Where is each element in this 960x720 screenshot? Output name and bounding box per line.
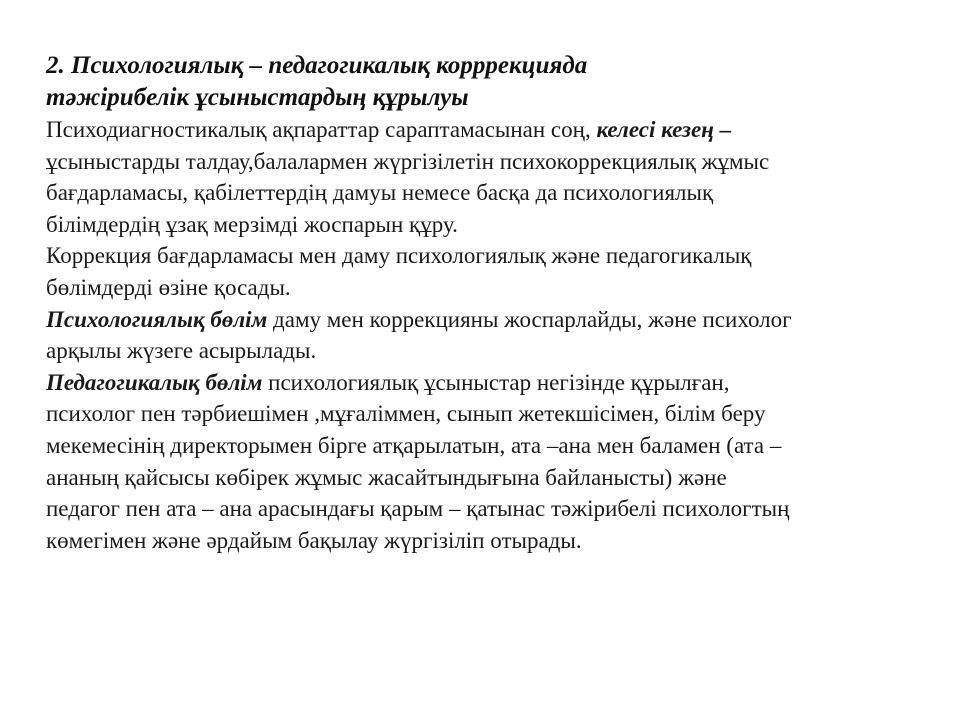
title-line-2: тәжірибелік ұсыныстардың құрылуы: [46, 84, 469, 111]
slide-title: [46, 50, 926, 114]
paragraph-correction-program: [46, 240, 926, 303]
intro-line-1: [46, 114, 926, 146]
ped-line-4: ананың қайсысы көбірек жұмыс жасайтындығына байланысты) және: [46, 464, 727, 490]
intro-line-3: бағдарламасы, қабілеттердің дамуы немесе басқа да психологиялық: [46, 180, 714, 206]
slide-content: [46, 50, 926, 556]
paragraph-pedagogical-part: [46, 367, 926, 557]
program-line-1: Коррекция бағдарламасы мен даму психологиялық және педагогикалық: [46, 243, 752, 269]
intro-line-1-text: Психодиагностикалық ақпараттар сараптамасынан соң,: [46, 117, 597, 142]
ped-line-5: педагог пен ата – ана арасындағы қарым – қатынас тәжірибелі психологтың: [46, 496, 790, 522]
next-stage-emphasis: келесі кезең –: [596, 117, 732, 142]
pedagogical-part-term: Педагогикалық бөлім: [46, 369, 263, 395]
ped-line-6: көмегімен және әрдайым бақылау жүргізіліп отырады.: [46, 527, 582, 553]
ped-line-1-text: психологиялық ұсыныстар негізінде құрылған,: [262, 369, 730, 395]
psych-line-1: [46, 304, 926, 336]
intro-line-2: ұсыныстарды талдау,балалармен жүргізілетін психокоррекциялық жұмыс: [46, 148, 770, 174]
title-line-1: 2. Психологиялық – педагогикалық корррекцияда: [46, 52, 588, 79]
ped-line-3: мекемесінің директорымен бірге атқарылатын, ата –ана мен баламен (ата –: [46, 432, 782, 458]
intro-line-4: білімдердің ұзақ мерзімді жоспарын құру.: [46, 211, 458, 237]
paragraph-psychological-part: [46, 304, 926, 367]
paragraph-intro: [46, 114, 926, 240]
ped-line-1: [46, 367, 926, 399]
psych-line-1-text: даму мен коррекцияны жоспарлайды, және психолог: [267, 306, 792, 332]
psychological-part-term: Психологиялық бөлім: [46, 306, 268, 332]
program-line-2: бөлімдерді өзіне қосады.: [46, 274, 291, 300]
ped-line-2: психолог пен тәрбиешімен ,мұғаліммен, сынып жетекшісімен, білім беру: [46, 401, 766, 427]
psych-line-2: арқылы жүзеге асырылады.: [46, 338, 317, 364]
